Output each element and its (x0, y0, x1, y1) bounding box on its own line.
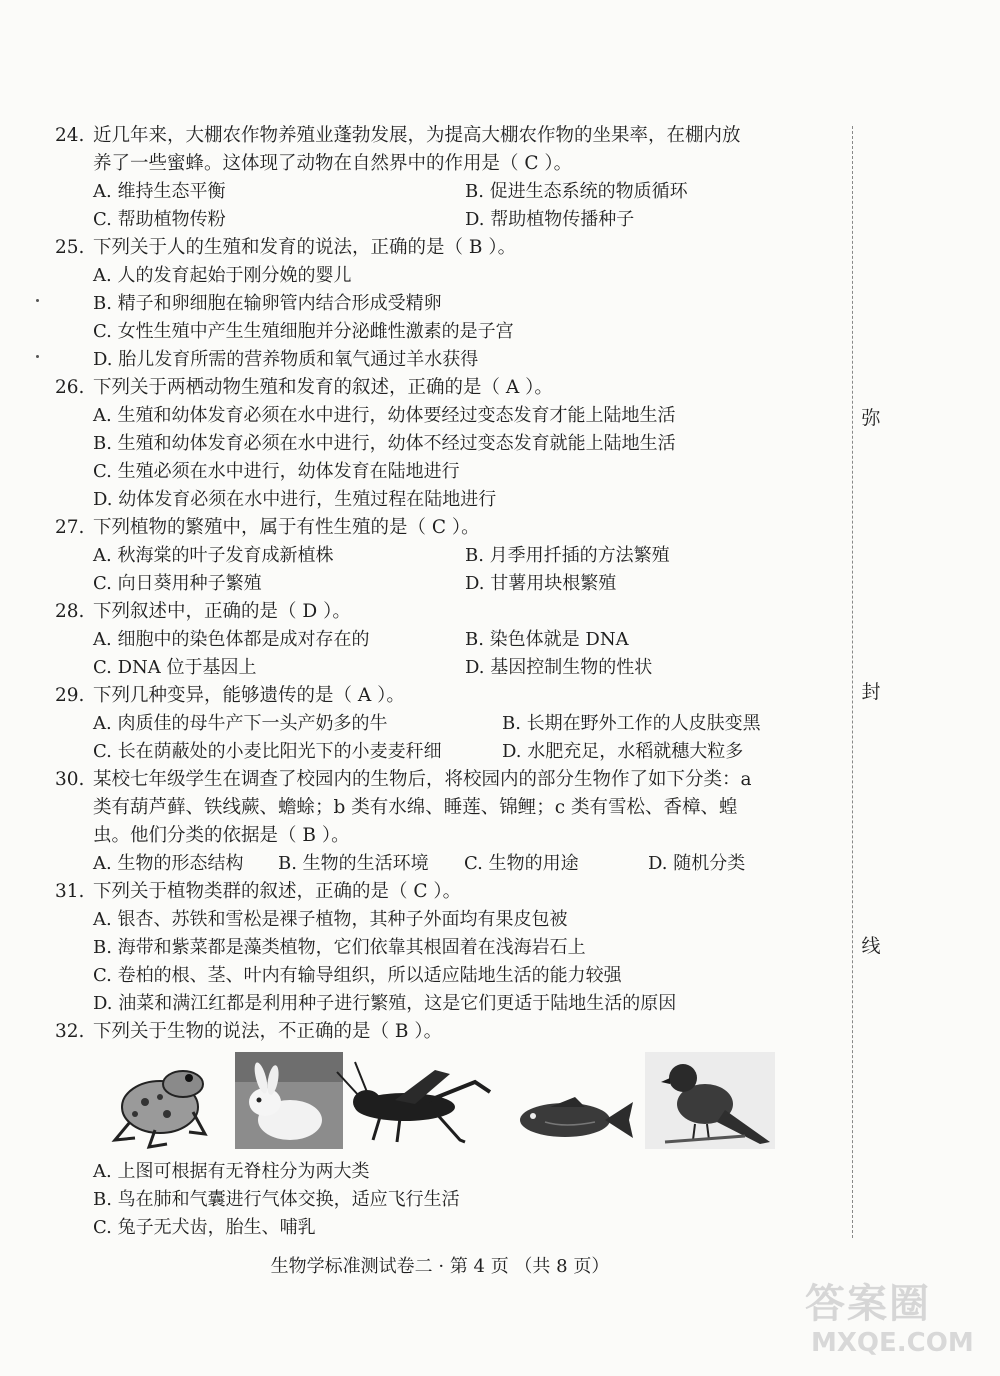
option-a: A. 维持生态平衡 (93, 181, 226, 202)
question-stem: 下列叙述中，正确的是（ D ）。 (93, 601, 351, 622)
option-c: C. 卷柏的根、茎、叶内有输导组织，所以适应陆地生活的能力较强 (93, 965, 622, 986)
question-stem: 下列关于植物类群的叙述，正确的是（ C ）。 (93, 881, 462, 902)
option-c: C. 兔子无犬齿，胎生、哺乳 (93, 1217, 316, 1238)
option-b: B. 生物的生活环境 (278, 853, 429, 874)
question-number: 28. (55, 601, 85, 622)
option-c: C. 生物的用途 (464, 853, 579, 874)
option-d: D. 幼体发育必须在水中进行，生殖过程在陆地进行 (93, 489, 497, 510)
question-31 (55, 880, 461, 904)
question-number: 29. (55, 685, 85, 706)
question-stem-cont: 类有葫芦藓、铁线蕨、蟾蜍；b 类有水绵、睡莲、锦鲤；c 类有雪松、香樟、蝗 (93, 797, 738, 818)
margin-char-xian: 线 (861, 935, 881, 957)
question-27 (55, 516, 480, 540)
question-29 (55, 684, 405, 708)
question-stem: 下列关于两栖动物生殖和发育的叙述，正确的是（ A ）。 (93, 377, 553, 398)
margin-char-mi: 弥 (861, 407, 881, 429)
watermark-url: MXQE.COM (811, 1328, 974, 1358)
question-stem: 下列关于生物的说法，不正确的是（ B ）。 (93, 1021, 443, 1042)
animals-figure (105, 1052, 785, 1152)
question-stem-cont: 虫。他们分类的依据是（ B ）。 (93, 825, 350, 846)
option-a: A. 人的发育起始于刚分娩的婴儿 (93, 265, 352, 286)
option-b: B. 长期在野外工作的人皮肤变黑 (502, 713, 761, 734)
option-c: C. 生殖必须在水中进行，幼体发育在陆地进行 (93, 461, 460, 482)
question-number: 30. (55, 769, 85, 790)
option-d: D. 油菜和满江红都是利用种子进行繁殖，这是它们更适于陆地生活的原因 (93, 993, 677, 1014)
option-c: C. 女性生殖中产生生殖细胞并分泌雌性激素的是子宫 (93, 321, 514, 342)
question-stem: 下列植物的繁殖中，属于有性生殖的是（ C ）。 (93, 517, 480, 538)
option-b: B. 促进生态系统的物质循环 (465, 181, 688, 202)
question-32 (55, 1020, 442, 1044)
option-d: D. 水肥充足，水稻就穗大粒多 (502, 741, 744, 762)
question-26 (55, 376, 553, 400)
page-footer: 生物学标准测试卷二 · 第 4 页 （共 8 页） (270, 1256, 610, 1277)
option-c: C. 长在荫蔽处的小麦比阳光下的小麦麦秆细 (93, 741, 442, 762)
option-c: C. 向日葵用种子繁殖 (93, 573, 262, 594)
sparrow-image (645, 1052, 775, 1149)
option-c: C. 帮助植物传粉 (93, 209, 226, 230)
option-a: A. 生物的形态结构 (93, 853, 244, 874)
question-stem: 下列关于人的生殖和发育的说法，正确的是（ B ）。 (93, 237, 517, 258)
option-a: A. 细胞中的染色体都是成对存在的 (93, 629, 370, 650)
question-number: 31. (55, 881, 85, 902)
frog-image (115, 1071, 205, 1147)
binding-dashed-line (852, 126, 853, 1238)
option-a: A. 银杏、苏铁和雪松是裸子植物，其种子外面均有果皮包被 (93, 909, 568, 930)
option-b: B. 染色体就是 DNA (465, 629, 629, 650)
option-a: A. 上图可根据有无脊柱分为两大类 (93, 1161, 370, 1182)
question-number: 26. (55, 377, 85, 398)
question-25 (55, 236, 516, 260)
question-24 (55, 124, 741, 148)
option-d: D. 胎儿发育所需的营养物质和氧气通过羊水获得 (93, 349, 479, 370)
question-28 (55, 600, 351, 624)
option-d: D. 随机分类 (648, 853, 746, 874)
option-d: D. 基因控制生物的性状 (465, 657, 653, 678)
question-number: 32. (55, 1021, 85, 1042)
rabbit-image (235, 1052, 343, 1149)
option-a: A. 秋海棠的叶子发育成新植株 (93, 545, 334, 566)
margin-char-feng: 封 (861, 681, 881, 703)
option-d: D. 帮助植物传播种子 (465, 209, 635, 230)
grasshopper-image (337, 1062, 490, 1142)
option-b: B. 精子和卵细胞在输卵管内结合形成受精卵 (93, 293, 442, 314)
question-stem: 下列几种变异，能够遗传的是（ A ）。 (93, 685, 405, 706)
scan-dot (36, 355, 39, 358)
option-d: D. 甘薯用块根繁殖 (465, 573, 617, 594)
scan-dot (36, 299, 39, 302)
option-b: B. 鸟在肺和气囊进行气体交换，适应飞行生活 (93, 1189, 460, 1210)
question-stem: 近几年来，大棚农作物养殖业蓬勃发展，为提高大棚农作物的坐果率，在棚内放 (93, 125, 741, 146)
watermark-text: 答案圈 (805, 1280, 931, 1327)
watermark-logo (805, 1272, 995, 1372)
fish-image (520, 1097, 633, 1138)
question-number: 24. (55, 125, 85, 146)
question-number: 27. (55, 517, 85, 538)
option-c: C. DNA 位于基因上 (93, 657, 257, 678)
question-stem-cont: 养了一些蜜蜂。这体现了动物在自然界中的作用是（ C ）。 (93, 153, 573, 174)
question-30 (55, 768, 752, 792)
option-b: B. 海带和紫菜都是藻类植物，它们依靠其根固着在浅海岩石上 (93, 937, 586, 958)
option-b: B. 月季用扦插的方法繁殖 (465, 545, 670, 566)
question-number: 25. (55, 237, 85, 258)
option-b: B. 生殖和幼体发育必须在水中进行，幼体不经过变态发育就能上陆地生活 (93, 433, 676, 454)
option-a: A. 生殖和幼体发育必须在水中进行，幼体要经过变态发育才能上陆地生活 (93, 405, 676, 426)
question-stem: 某校七年级学生在调查了校园内的生物后，将校园内的部分生物作了如下分类：a (93, 769, 752, 790)
option-a: A. 肉质佳的母牛产下一头产奶多的牛 (93, 713, 388, 734)
